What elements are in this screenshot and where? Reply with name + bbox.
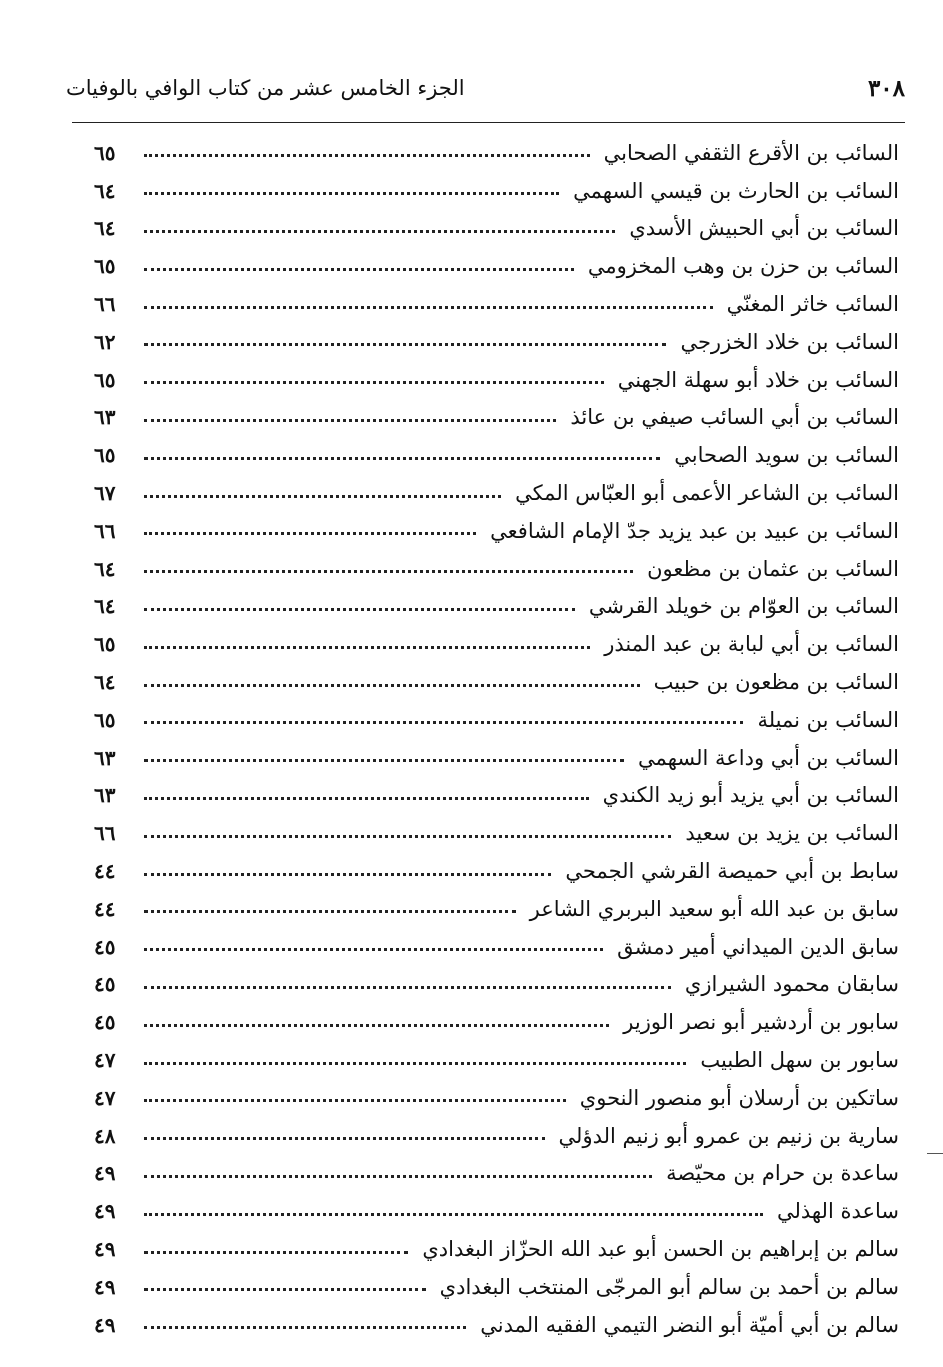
entry-page-number: ٤٩ bbox=[94, 1312, 116, 1337]
entry-page-number: ٤٩ bbox=[94, 1237, 116, 1261]
dot-leader bbox=[144, 1213, 763, 1216]
entry-page-number: ٦٥ bbox=[94, 367, 116, 392]
entry-page-number: ٤٥ bbox=[94, 1010, 116, 1035]
dot-leader bbox=[144, 759, 624, 762]
entry-page-number: ٦٥ bbox=[94, 707, 116, 732]
index-entry bbox=[94, 134, 899, 172]
dot-leader bbox=[144, 457, 660, 460]
entry-name: السائب بن أبي لبابة بن عبد المنذر bbox=[604, 632, 899, 657]
entry-name: سابور بن سهل الطبيب bbox=[700, 1048, 899, 1073]
entry-name: السائب بن الأقرع الثقفي الصحابي bbox=[603, 140, 899, 165]
dot-leader bbox=[144, 910, 516, 913]
dot-leader bbox=[144, 1062, 686, 1065]
entry-page-number: ٦٥ bbox=[94, 140, 116, 165]
dot-leader bbox=[144, 343, 666, 346]
dot-leader bbox=[144, 381, 604, 384]
entry-name: ساعدة بن حرام بن محيّصة bbox=[666, 1161, 899, 1186]
entry-page-number: ٦٤ bbox=[94, 670, 116, 695]
dot-leader bbox=[144, 154, 590, 157]
index-entry bbox=[94, 739, 899, 777]
entry-name: السائب خاثر المغنّي bbox=[726, 292, 899, 317]
dot-leader bbox=[144, 1326, 466, 1329]
dot-leader bbox=[144, 1175, 652, 1178]
dot-leader bbox=[144, 873, 551, 876]
dot-leader bbox=[144, 721, 743, 724]
index-entry bbox=[94, 663, 899, 701]
index-entry bbox=[94, 436, 899, 474]
dot-leader bbox=[144, 684, 640, 687]
entry-page-number: ٦٣ bbox=[94, 405, 116, 430]
dot-leader bbox=[144, 495, 501, 498]
index-entry bbox=[94, 361, 899, 399]
entry-name: السائب بن أبي وداعة السهمي bbox=[638, 745, 899, 770]
entry-page-number: ٦٥ bbox=[94, 254, 116, 279]
entry-page-number: ٤٩ bbox=[94, 1199, 116, 1224]
entry-page-number: ٦٤ bbox=[94, 178, 116, 203]
entry-page-number: ٦٤ bbox=[94, 216, 116, 241]
index-entry bbox=[94, 285, 899, 323]
index-entry bbox=[94, 1041, 899, 1079]
dot-leader bbox=[144, 608, 575, 611]
entry-page-number: ٦٣ bbox=[94, 783, 116, 808]
index-entry bbox=[94, 1003, 899, 1041]
entry-name: السائب بن يزيد بن سعيد bbox=[685, 821, 899, 846]
index-entry bbox=[94, 777, 899, 815]
index-entry bbox=[94, 172, 899, 210]
dot-leader bbox=[144, 797, 589, 800]
dot-leader bbox=[144, 1137, 545, 1140]
entry-name: سالم بن أبي أميّة أبو النضر التيمي الفقيه المدني bbox=[480, 1312, 899, 1337]
dot-leader bbox=[144, 646, 590, 649]
entry-name: السائب بن الحارث بن قيسي السهمي bbox=[573, 178, 899, 203]
entry-name: السائب بن مظعون بن حبيب bbox=[653, 670, 899, 695]
index-entry bbox=[94, 1079, 899, 1117]
index-entry bbox=[94, 814, 899, 852]
entry-page-number: ٦٥ bbox=[94, 632, 116, 657]
entry-name: السائب بن أبي السائب صيفي بن عائذ bbox=[570, 405, 899, 430]
entry-page-number: ٤٥ bbox=[94, 934, 116, 959]
dot-leader bbox=[144, 1024, 609, 1027]
entry-page-number: ٦٥ bbox=[94, 443, 116, 468]
index-entry bbox=[94, 323, 899, 361]
entry-page-number: ٦٢ bbox=[94, 329, 116, 354]
index-entry bbox=[94, 701, 899, 739]
entry-name: سابط بن أبي حميصة القرشي الجمحي bbox=[565, 859, 899, 884]
dot-leader bbox=[144, 419, 556, 422]
entry-name: السائب بن نميلة bbox=[757, 707, 899, 732]
page-header bbox=[66, 66, 905, 110]
index-entry bbox=[94, 210, 899, 248]
entry-name: سارية بن زنيم بن عمرو أبو زنيم الدؤلي bbox=[558, 1123, 899, 1148]
entry-name: سابور بن أردشير أبو نصر الوزير bbox=[623, 1010, 899, 1035]
dot-leader bbox=[144, 192, 559, 195]
dot-leader bbox=[144, 306, 713, 309]
index-entry bbox=[94, 399, 899, 437]
entry-page-number: ٤٨ bbox=[94, 1123, 116, 1148]
entry-name: السائب بن خلاد الخزرجي bbox=[680, 329, 899, 354]
entry-page-number: ٦٦ bbox=[94, 821, 116, 846]
entry-page-number: ٦٤ bbox=[94, 594, 116, 619]
entry-page-number: ٤٤ bbox=[94, 896, 116, 921]
index-entry bbox=[94, 1268, 899, 1306]
index-entry bbox=[94, 1230, 899, 1268]
index-entry bbox=[94, 1192, 899, 1230]
entry-name: السائب بن عبيد بن عبد يزيد جدّ الإمام الشافعي bbox=[490, 518, 899, 543]
entry-name: السائب بن سويد الصحابي bbox=[674, 443, 899, 468]
entry-page-number: ٦٦ bbox=[94, 292, 116, 317]
index-entry bbox=[94, 550, 899, 588]
entry-name: سابق الدين الميداني أمير دمشق bbox=[617, 934, 899, 959]
entry-page-number: ٤٩ bbox=[94, 1161, 116, 1186]
entry-name: ساعدة الهذلي bbox=[776, 1199, 899, 1224]
index-list bbox=[94, 134, 899, 1344]
dot-leader bbox=[144, 570, 633, 573]
entry-page-number: ٤٥ bbox=[94, 972, 116, 997]
dot-leader bbox=[144, 1288, 426, 1291]
entry-name: سابق بن عبد الله أبو سعيد البربري الشاعر bbox=[529, 896, 899, 921]
entry-name: السائب بن أبي الحبيش الأسدي bbox=[629, 216, 899, 241]
dot-leader bbox=[144, 230, 615, 233]
index-entry bbox=[94, 247, 899, 285]
dot-leader bbox=[144, 986, 671, 989]
index-entry bbox=[94, 890, 899, 928]
dot-leader bbox=[144, 835, 671, 838]
index-entry bbox=[94, 852, 899, 890]
running-title: الجزء الخامس عشر من كتاب الوافي بالوفيات bbox=[66, 76, 465, 100]
entry-page-number: ٤٤ bbox=[94, 859, 116, 884]
entry-name: ساتكين بن أرسلان أبو منصور النحوي bbox=[579, 1085, 899, 1110]
index-entry bbox=[94, 1155, 899, 1193]
entry-name: السائب بن أبي يزيد أبو زيد الكندي bbox=[602, 783, 899, 808]
entry-name: السائب بن العوّام بن خويلد القرشي bbox=[588, 594, 899, 619]
index-entry bbox=[94, 588, 899, 626]
index-entry bbox=[94, 625, 899, 663]
entry-page-number: ٦٧ bbox=[94, 481, 116, 506]
index-entry bbox=[94, 474, 899, 512]
index-entry bbox=[94, 966, 899, 1004]
index-entry bbox=[94, 928, 899, 966]
dot-leader bbox=[144, 1251, 408, 1254]
entry-name: السائب بن حزن بن وهب المخزومي bbox=[587, 254, 899, 279]
entry-page-number: ٤٩ bbox=[94, 1274, 116, 1299]
header-rule bbox=[72, 122, 905, 123]
entry-name: سالم بن أحمد بن سالم أبو المرجّى المنتخب البغدادي bbox=[439, 1274, 899, 1299]
entry-name: السائب بن عثمان بن مظعون bbox=[647, 556, 899, 581]
entry-name: سالم بن إبراهيم بن الحسن أبو عبد الله الحزّاز البغدادي bbox=[422, 1237, 899, 1261]
dot-leader bbox=[144, 532, 476, 535]
page-number: ٣٠٨ bbox=[867, 74, 905, 102]
dot-leader bbox=[144, 948, 603, 951]
entry-name: السائب بن خلاد أبو سهلة الجهني bbox=[617, 367, 899, 392]
index-entry bbox=[94, 1117, 899, 1155]
entry-page-number: ٦٤ bbox=[94, 556, 116, 581]
margin-mark bbox=[927, 1153, 943, 1154]
entry-page-number: ٦٣ bbox=[94, 745, 116, 770]
dot-leader bbox=[144, 1099, 566, 1102]
entry-page-number: ٤٧ bbox=[94, 1048, 116, 1073]
entry-page-number: ٦٦ bbox=[94, 518, 116, 543]
entry-name: السائب بن الشاعر الأعمى أبو العبّاس المكي bbox=[515, 481, 899, 506]
entry-name: سابقان محمود الشيرازي bbox=[684, 972, 899, 997]
dot-leader bbox=[144, 268, 574, 271]
index-entry bbox=[94, 1306, 899, 1344]
entry-page-number: ٤٧ bbox=[94, 1085, 116, 1110]
index-entry bbox=[94, 512, 899, 550]
